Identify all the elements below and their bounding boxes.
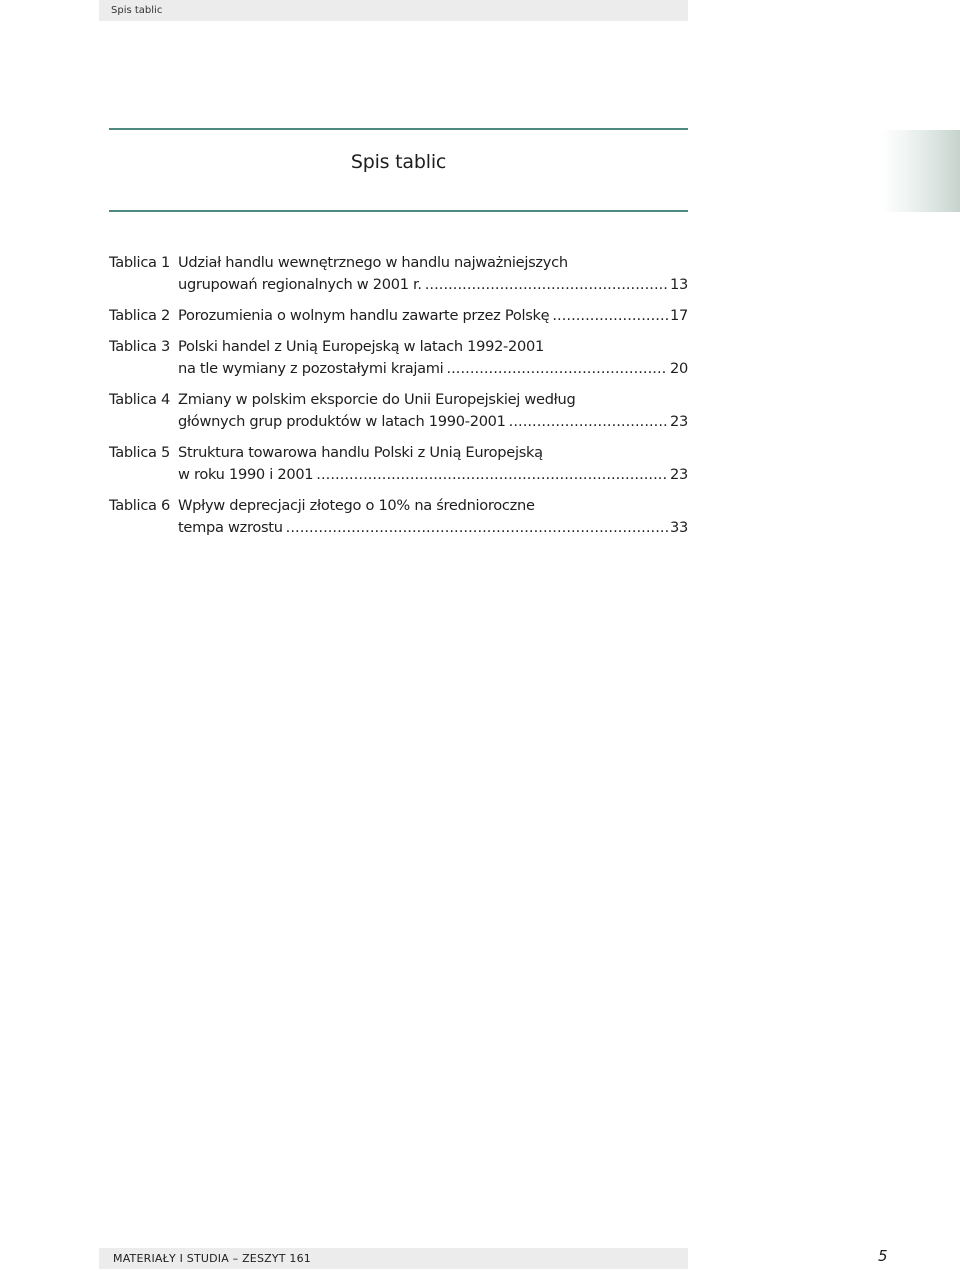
side-tab-decoration — [882, 130, 960, 212]
toc-entry-4[interactable] — [109, 389, 688, 433]
toc-page-number: 23 — [670, 466, 688, 483]
toc-title-line1: Zmiany w polskim eksporcie do Unii Europejskiej według — [178, 391, 576, 408]
toc-title-line2: tempa wzrostu — [178, 519, 283, 536]
toc-title-line1: Polski handel z Unią Europejską w latach 1992-2001 — [178, 338, 544, 355]
toc-title-line2: ugrupowań regionalnych w 2001 r. — [178, 276, 422, 293]
toc-page-number: 20 — [670, 360, 688, 377]
toc-page-number: 23 — [670, 413, 688, 430]
section-title: Spis tablic — [350, 151, 447, 173]
toc-title-line2: głównych grup produktów w latach 1990-2001 — [178, 413, 506, 430]
toc-entry-5[interactable] — [109, 442, 688, 486]
toc-label: Tablica 3 — [109, 338, 171, 355]
table-of-contents — [109, 252, 688, 548]
footer-page-number: 5 — [878, 1247, 888, 1265]
toc-label: Tablica 2 — [109, 307, 171, 324]
toc-leader-dots — [286, 517, 668, 539]
toc-leader-dots — [316, 464, 668, 486]
toc-leader-dots — [509, 411, 668, 433]
toc-entry-3[interactable] — [109, 336, 688, 380]
toc-title-line1: Wpływ deprecjacji złotego o 10% na średnioroczne — [178, 497, 535, 514]
toc-title-line2: na tle wymiany z pozostałymi krajami — [178, 360, 444, 377]
toc-leader-dots — [425, 274, 668, 296]
toc-entry-2[interactable] — [109, 305, 688, 327]
toc-entry-6[interactable] — [109, 495, 688, 539]
toc-entry-1[interactable] — [109, 252, 688, 296]
toc-title-line2: Porozumienia o wolnym handlu zawarte przez Polskę — [178, 307, 550, 324]
toc-label: Tablica 5 — [109, 444, 171, 461]
toc-leader-dots — [446, 358, 668, 380]
toc-page-number: 33 — [670, 519, 688, 536]
toc-leader-dots — [552, 305, 668, 327]
title-rule-top — [109, 128, 688, 130]
toc-title-line1: Udział handlu wewnętrznego w handlu najważniejszych — [178, 254, 568, 271]
title-rule-bottom — [109, 210, 688, 212]
toc-label: Tablica 4 — [109, 391, 171, 408]
running-header: Spis tablic — [99, 0, 688, 21]
toc-page-number: 17 — [670, 307, 688, 324]
footer-publication: MATERIAŁY I STUDIA – ZESZYT 161 — [99, 1248, 688, 1269]
toc-label: Tablica 1 — [109, 254, 171, 271]
toc-label: Tablica 6 — [109, 497, 171, 514]
toc-page-number: 13 — [670, 276, 688, 293]
toc-title-line1: Struktura towarowa handlu Polski z Unią Europejską — [178, 444, 543, 461]
toc-title-line2: w roku 1990 i 2001 — [178, 466, 314, 483]
